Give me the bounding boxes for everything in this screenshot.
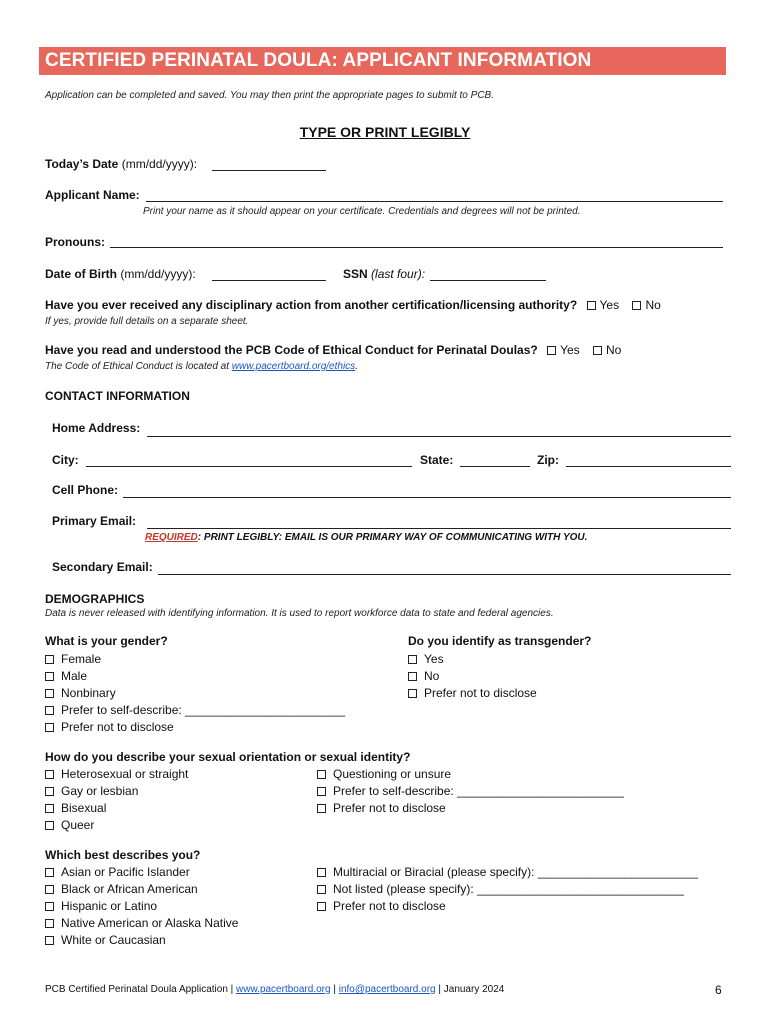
option-label: Prefer not to disclose (61, 720, 174, 734)
footer-email-link[interactable]: info@pacertboard.org (338, 984, 436, 995)
footer-website-link[interactable]: www.pacertboard.org (236, 984, 331, 995)
footer-separator: | (333, 984, 336, 995)
disciplinary-note: If yes, provide full details on a separate sheet. (45, 316, 249, 327)
disciplinary-no-label: No (645, 298, 661, 312)
orientation-option (45, 766, 188, 783)
race-option (317, 898, 698, 915)
race-option (45, 864, 238, 881)
checkbox[interactable] (45, 689, 54, 698)
option-label: Asian or Pacific Islander (61, 865, 190, 879)
race-option (45, 898, 238, 915)
ssn-hint: (last four): (371, 267, 426, 281)
ethics-yes-checkbox[interactable] (547, 346, 556, 355)
option-label: Multiracial or Biracial (please specify): ________________________ (333, 865, 698, 879)
todays-date-field[interactable] (212, 170, 326, 171)
checkbox[interactable] (317, 770, 326, 779)
disciplinary-question-row (45, 298, 661, 313)
orientation-options-right (317, 766, 624, 817)
intro-note: Application can be completed and saved. You may then print the appropriate pages to submit to PCB. (45, 90, 494, 101)
zip-label: Zip: (537, 453, 559, 467)
orientation-option (45, 783, 188, 800)
transgender-question: Do you identify as transgender? (408, 634, 592, 648)
applicant-name-label: Applicant Name: (45, 188, 140, 202)
ssn-label-group (343, 267, 425, 282)
ssn-label: SSN (343, 267, 368, 281)
checkbox[interactable] (45, 919, 54, 928)
checkbox[interactable] (317, 902, 326, 911)
option-label: Gay or lesbian (61, 784, 139, 798)
option-label: Male (61, 669, 88, 683)
checkbox[interactable] (45, 902, 54, 911)
demographics-note: Data is never released with identifying information. It is used to report workforce data to state and federal agencies. (45, 608, 554, 619)
disciplinary-no-checkbox[interactable] (632, 301, 641, 310)
applicant-name-note: Print your name as it should appear on your certificate. Credentials and degrees will not be printed. (143, 206, 581, 217)
option-label: Nonbinary (61, 686, 116, 700)
required-word: REQUIRED (145, 532, 198, 543)
gender-option (45, 651, 345, 668)
race-option (45, 915, 238, 932)
dob-field[interactable] (212, 280, 326, 281)
home-address-field[interactable] (147, 436, 731, 437)
secondary-email-field[interactable] (158, 574, 731, 575)
gender-option (45, 668, 345, 685)
transgender-options (408, 651, 537, 702)
checkbox[interactable] (408, 672, 417, 681)
ethics-note-text: The Code of Ethical Conduct is located at (45, 361, 229, 372)
race-option (45, 932, 238, 949)
page-title: CERTIFIED PERINATAL DOULA: APPLICANT INFORMATION (39, 47, 726, 75)
transgender-option (408, 685, 537, 702)
disciplinary-yes-checkbox[interactable] (587, 301, 596, 310)
gender-options (45, 651, 345, 736)
option-label: Heterosexual or straight (61, 767, 189, 781)
home-address-label: Home Address: (52, 421, 141, 435)
race-options-left (45, 864, 238, 949)
option-label: Yes (424, 652, 444, 666)
ethics-question-row (45, 343, 621, 358)
checkbox[interactable] (45, 787, 54, 796)
ethics-no-checkbox[interactable] (593, 346, 602, 355)
dob-label-group (45, 267, 196, 282)
checkbox[interactable] (45, 804, 54, 813)
required-email-note (145, 532, 587, 543)
option-label: Not listed (please specify): _______________________________ (333, 882, 684, 896)
ethics-link[interactable]: www.pacertboard.org/ethics (231, 361, 356, 372)
race-option (317, 864, 698, 881)
orientation-option (45, 800, 188, 817)
transgender-option (408, 668, 537, 685)
orientation-question: How do you describe your sexual orientation or sexual identity? (45, 750, 411, 764)
checkbox[interactable] (408, 655, 417, 664)
option-label: Prefer not to disclose (333, 801, 446, 815)
checkbox[interactable] (45, 723, 54, 732)
checkbox[interactable] (45, 868, 54, 877)
secondary-email-label: Secondary Email: (52, 560, 153, 574)
option-label: Prefer to self-describe: ________________________ (61, 703, 346, 717)
disciplinary-yes-label: Yes (599, 298, 620, 312)
orientation-option (317, 766, 624, 783)
ethics-note: The Code of Ethical Conduct is located at www.pacertboard.org/ethics. (45, 361, 358, 372)
primary-email-label: Primary Email: (52, 514, 137, 528)
checkbox[interactable] (45, 672, 54, 681)
option-label: Questioning or unsure (333, 767, 452, 781)
state-field[interactable] (460, 466, 530, 467)
option-label: Native American or Alaska Native (61, 916, 239, 930)
dob-label: Date of Birth (45, 267, 117, 281)
footer (45, 984, 504, 995)
gender-option (45, 719, 345, 736)
option-label: Black or African American (61, 882, 198, 896)
option-label: White or Caucasian (61, 933, 166, 947)
disciplinary-question: Have you ever received any disciplinary action from another certification/licensing authority? (45, 298, 578, 312)
required-text: : PRINT LEGIBLY: EMAIL IS OUR PRIMARY WAY OF COMMUNICATING WITH YOU. (197, 532, 588, 543)
option-label: No (424, 669, 440, 683)
checkbox[interactable] (45, 655, 54, 664)
checkbox[interactable] (317, 885, 326, 894)
checkbox[interactable] (317, 868, 326, 877)
todays-date-format: (mm/dd/yyyy): (121, 157, 198, 171)
zip-field[interactable] (566, 466, 731, 467)
ssn-field[interactable] (430, 280, 546, 281)
todays-date-label: Today’s Date (45, 157, 119, 171)
option-label: Queer (61, 818, 95, 832)
footer-text: PCB Certified Perinatal Doula Application | (45, 984, 234, 995)
ethics-question: Have you read and understood the PCB Code of Ethical Conduct for Perinatal Doulas? (45, 343, 538, 357)
city-label: City: (52, 453, 79, 467)
option-label: Hispanic or Latino (61, 899, 158, 913)
primary-email-field[interactable] (147, 528, 731, 529)
footer-date: | January 2024 (438, 984, 505, 995)
state-label: State: (420, 453, 454, 467)
ethics-yes-label: Yes (560, 343, 580, 357)
pronouns-field[interactable] (110, 247, 723, 248)
todays-date-label-group (45, 157, 197, 172)
cell-phone-label: Cell Phone: (52, 483, 119, 497)
ethics-no-label: No (606, 343, 622, 357)
gender-option (45, 702, 345, 719)
city-field[interactable] (86, 466, 412, 467)
checkbox[interactable] (45, 821, 54, 830)
checkbox[interactable] (45, 885, 54, 894)
pronouns-label: Pronouns: (45, 235, 105, 249)
cell-phone-field[interactable] (123, 497, 731, 498)
checkbox[interactable] (408, 689, 417, 698)
type-or-print-instruction: TYPE OR PRINT LEGIBLY (299, 124, 471, 140)
orientation-option (45, 817, 188, 834)
page-number: 6 (715, 983, 722, 997)
checkbox[interactable] (45, 770, 54, 779)
race-options-right (317, 864, 698, 915)
checkbox[interactable] (45, 936, 54, 945)
dob-format: (mm/dd/yyyy): (120, 267, 196, 281)
contact-heading: CONTACT INFORMATION (45, 389, 190, 403)
race-option (45, 881, 238, 898)
gender-question: What is your gender? (45, 634, 168, 648)
option-label: Prefer not to disclose (333, 899, 446, 913)
orientation-options-left (45, 766, 188, 834)
demographics-heading: DEMOGRAPHICS (45, 592, 145, 606)
option-label: Prefer not to disclose (424, 686, 537, 700)
option-label: Bisexual (61, 801, 107, 815)
transgender-option (408, 651, 537, 668)
option-label: Female (61, 652, 102, 666)
checkbox[interactable] (45, 706, 54, 715)
race-question: Which best describes you? (45, 848, 201, 862)
checkbox[interactable] (317, 787, 326, 796)
orientation-option (317, 800, 624, 817)
gender-option (45, 685, 345, 702)
checkbox[interactable] (317, 804, 326, 813)
orientation-option (317, 783, 624, 800)
race-option (317, 881, 698, 898)
applicant-name-field[interactable] (146, 201, 723, 202)
option-label: Prefer to self-describe: _________________________ (333, 784, 624, 798)
